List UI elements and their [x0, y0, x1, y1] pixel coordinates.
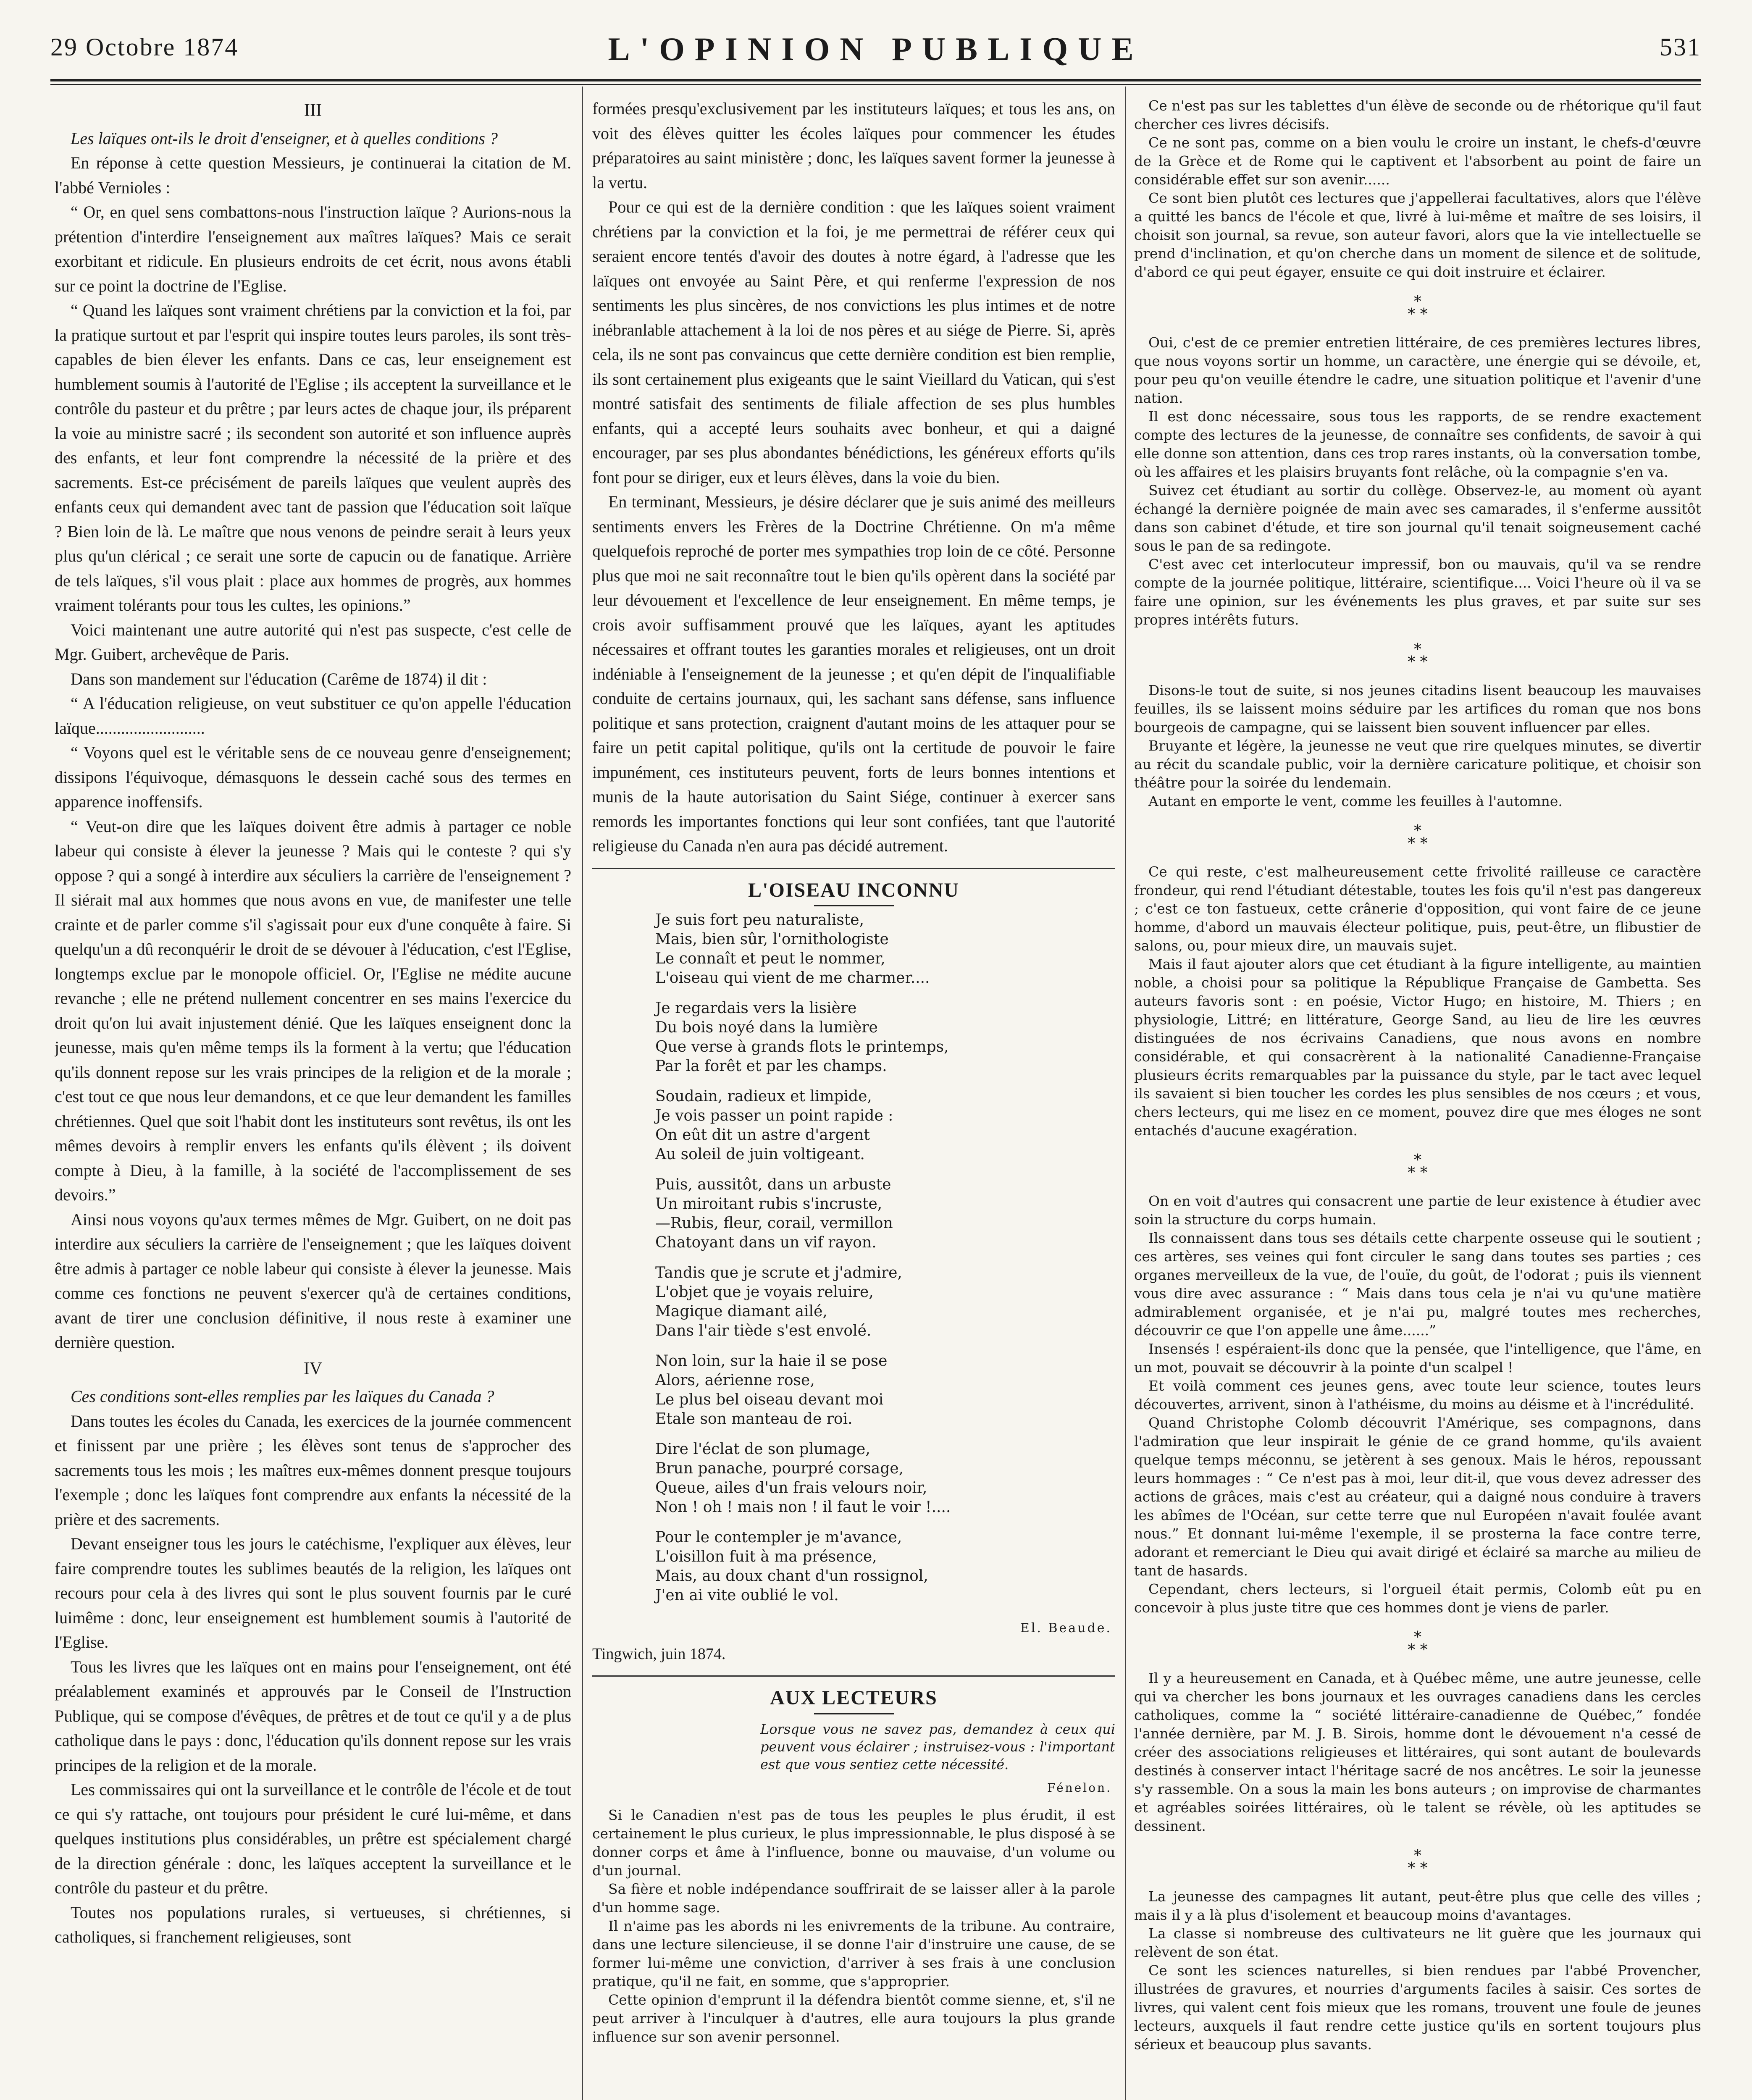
poem-line: Queue, ailes d'un frais velours noir,: [655, 1479, 927, 1496]
asterism-separator: * * *: [1408, 641, 1428, 671]
paragraph: Pour ce qui est de la dernière condition : que les laïques soient vraiment chrétiens par la conviction et la foi, je me permettrai de référer ceux qui seraient encore tentés d'avoir des doutes à notre égard, à l'adresse que les laïques ont envoyée au Saint Père, et qui renferme l'expression de nos sentiments les plus sincères, de nos convictions les plus intimes et de notre inébranlable attachement à la loi de nos pères et au siége de Pierre. Si, après cela, ils ne sont pas convaincus que cette dernière condition est bien remplie, ils sont certainement plus exigeants que le saint Vieillard du Vatican, qui s'est montré satisfait des sentiments de filiale affection de ses plus humbles enfants, qui a accepté leurs souhaits avec bonheur, et qui a daigné encourager, par ses plus abondantes bénédictions, les généreux efforts qu'ils font pour se diriger, eux et leurs élèves, dans la voie du bien.: [592, 197, 1115, 487]
poem-line: Par la forêt et par les champs.: [655, 1058, 887, 1075]
poem-line: Pour le contempler je m'avance,: [655, 1529, 902, 1546]
poem-line: Je vois passer un point rapide :: [655, 1107, 893, 1124]
paragraph: Ils connaissent dans tous ses détails cette charpente osseuse qui le soutient ; ces artères, ses veines qui font circuler le sang dans toutes ses parties ; ces organes merveilleux de la vue, de l'ouïe, du goût, de l'odorat ; puis ils viennent vous dire avec assurance : “ Mais dans tous cela je n'ai vu qu'une matière admirablement organisée, et je n'ai pu, malgré toutes mes recherches, découvrir ce que l'on appelle une âme......”: [1134, 1230, 1701, 1339]
poem-line: L'oisillon fuit à ma présence,: [655, 1548, 877, 1565]
poem-stanza: [655, 911, 1115, 988]
poem-line: Le connaît et peut le nommer,: [655, 950, 885, 967]
paragraph: Si le Canadien n'est pas de tous les peuples le plus érudit, il est certainement le plus curieux, le plus impressionnable, le plus disposé à se donner corps et âme à l'influence, bonne ou mauvaise, d'un volume ou d'un journal.: [592, 1807, 1115, 1879]
poem-line: Mais, au doux chant d'un rossignol,: [655, 1567, 928, 1585]
poem-line: Mais, bien sûr, l'ornithologiste: [655, 931, 889, 948]
article-body: [592, 1806, 1115, 2046]
poem-line: Etale son manteau de roi.: [655, 1410, 853, 1428]
paragraph: C'est avec cet interlocuteur impressif, bon ou mauvais, qu'il va se rendre compte de la journée politique, littéraire, scientifique.... Voici l'heure où il va se faire une opinion, sur les événements les plus graves, et par suite sur ses propres intérêts futurs.: [1134, 556, 1701, 628]
poem-author: El. Beaude.: [1020, 1621, 1112, 1635]
paragraph: “ A l'éducation religieuse, on veut substituer ce qu'on appelle l'éducation laïque..........................: [55, 694, 571, 738]
section-heading: IV: [303, 1359, 323, 1378]
poem-line: Alors, aérienne rose,: [655, 1372, 815, 1389]
poem-line: Tandis que je scrute et j'admire,: [655, 1264, 902, 1281]
epigraph-author: Fénelon.: [1047, 1780, 1112, 1795]
paragraph: Cette opinion d'emprunt il la défendra bientôt comme sienne, et, s'il ne peut arriver à l'inculquer à d'autres, elle aura toujours la plus grande influence sur son avenir personnel.: [592, 1992, 1115, 2045]
column-2: [592, 97, 1115, 2100]
poem-stanza: [655, 1440, 1115, 1517]
paragraph: “ Or, en quel sens combattons-nous l'instruction laïque ? Aurions-nous la prétention d'interdire l'enseignement aux maîtres laïques? Mais ce serait exorbitant et ridicule. En plusieurs endroits de cet écrit, nous avons établi sur ce point la doctrine de l'Eglise.: [55, 202, 571, 295]
poem-line: L'oiseau qui vient de me charmer....: [655, 969, 930, 987]
paragraph: Suivez cet étudiant au sortir du collège. Observez-le, au moment où ayant échangé la dernière poignée de main avec ses camarades, il s'enferme aussitôt dans son cabinet d'étude, et tire son journal qu'il tenait soigneusement caché sous le pan de sa redingote.: [1134, 482, 1701, 554]
section-question: Les laïques ont-ils le droit d'enseigner, et à quelles conditions ?: [71, 129, 498, 148]
section-rule: [592, 868, 1115, 869]
poem-line: Magique diamant ailé,: [655, 1303, 827, 1320]
poem-line: Je suis fort peu naturaliste,: [655, 911, 864, 929]
issue-date: 29 Octobre 1874: [50, 33, 239, 61]
poem-line: Non loin, sur la haie il se pose: [655, 1352, 888, 1370]
poem-line: —Rubis, fleur, corail, vermillon: [655, 1215, 893, 1232]
paragraph: Autant en emporte le vent, comme les feuilles à l'automne.: [1148, 793, 1563, 809]
poem-line: Chatoyant dans un vif rayon.: [655, 1234, 877, 1251]
poem-line: Puis, aussitôt, dans un arbuste: [655, 1176, 891, 1193]
poem-line: J'en ai vite oublié le vol.: [655, 1587, 839, 1604]
paragraph: Bruyante et légère, la jeunesse ne veut que rire quelques minutes, se divertir au récit du scandale public, voir la dernière caricature politique, et choisir son théâtre pour la soirée du lendemain.: [1134, 738, 1701, 791]
paragraph: Quand Christophe Colomb découvrit l'Amérique, ses compagnons, dans l'admiration que leur inspirait le génie de ce grand homme, qu'ils avaient quelque temps méconnu, se jetèrent à ses genoux. Mais le héros, repoussant leurs hommages : “ Ce n'est pas à moi, leur dit-il, que vous devez adresser des actions de grâces, mais c'est au créateur, qui a daigné nous conduire à travers les abîmes de l'Océan, sur cette terre que nul Européen n'avait foulée avant nous.” Et donnant lui-même l'exemple, il se prosterna la face contre terre, adorant et remerciant le Dieu qui avait dirigé et éclairé sa marche au milieu de tant de hasards.: [1134, 1415, 1701, 1579]
paragraph: “ Veut-on dire que les laïques doivent être admis à partager ce noble labeur qui consiste à élever la jeunesse ? Mais qui le conteste ? qui s'y oppose ? qui a songé à interdire aux séculiers la carrière de l'enseignement ? Il siérait mal aux hommes que nous avons en vue, de manifester une telle crainte et de parler comme s'il s'agissait pour eux d'une conquête à faire. Si quelqu'un a dû reconquérir le droit de se dévouer à l'éducation, c'est l'Eglise, longtemps exclue par le monopole officiel. Or, l'Eglise ne médite aucune revanche ; elle ne prétend nullement concentrer en ses mains l'exercice du droit qu'on lui avait injustement dénié. Que les laïques enseignent donc la jeunesse, mais qu'en même temps ils la forment à la vertu; que l'éducation qu'ils donnent repose sur les vrais principes de la religion et de la morale ; c'est tout ce que nous leur demandons, et ce que leur demandent les familles chrétiennes. Quel que soit l'habit dont les instituteurs sont revêtus, ils ont les mêmes devoirs à remplir envers les enfants qu'ils élèvent ; ils doivent compte à Dieu, à la famille, à la société de l'accomplissement de ses devoirs.”: [55, 816, 571, 1204]
article-title: AUX LECTEURS: [770, 1687, 938, 1709]
paragraph: Mais il faut ajouter alors que cet étudiant à la figure intelligente, au maintien noble, a choisi pour sa politique la République Française de Gambetta. Ses auteurs favoris sont : en poésie, Victor Hugo; en histoire, M. Thiers ; en physiologie, Littré; en littérature, George Sand, au lieu de lire les œuvres distinguées de nos écrivains Canadiens, que nous avons en nombre considérable, et qui consacrèrent à la nationalité Canadienne-Française plusieurs écrits remarquables par la puissance du style, par le tact avec lequel ils savaient si bien toucher les cordes les plus sensibles de nos cœurs ; et vous, chers lecteurs, qui me lisez en ce moment, pouvez dire que mes éloges ne sont entachés d'aucune exagération.: [1134, 956, 1701, 1139]
epigraph: Lorsque vous ne savez pas, demandez à ceux qui peuvent vous éclairer ; instruisez-vous : l'important est que vous sentiez cette nécessité.: [760, 1721, 1115, 1772]
paragraph: “ Voyons quel est le véritable sens de ce nouveau genre d'enseignement; dissipons l'équivoque, démasquons le dessein caché sous des termes en apparence inoffensifs.: [55, 743, 571, 811]
paragraph: Ainsi nous voyons qu'aux termes mêmes de Mgr. Guibert, on ne doit pas interdire aux séculiers la carrière de l'enseignement ; que les laïques doivent être admis à partager ce noble labeur qui consiste à élever la jeunesse. Mais comme ces fonctions ne peuvent s'exercer qu'à de certaines conditions, avant de tirer une conclusion définitive, il nous reste à examiner une dernière question.: [55, 1210, 571, 1352]
paragraph: Ce sont bien plutôt ces lectures que j'appellerai facultatives, alors que l'élève a quitté les bancs de l'école et que, livré à lui-même et maître de ses loisirs, il choisit son journal, sa revue, son auteur favori, alors que la vie intellectuelle se prend d'inclination, et qu'on cherche dans un moment de silence et de solitude, d'abord ce qui peut égayer, ensuite ce qui doit instruire et éclairer.: [1134, 190, 1701, 280]
paragraph: Il n'aime pas les abords ni les enivrements de la tribune. Au contraire, dans une lecture silencieuse, il se donne l'air d'instruire une cause, de se former lui-même une conviction, d'arriver à ses frais à une conclusion pratique, qu'il ne fait, en somme, que s'approprier.: [592, 1918, 1115, 1990]
paragraph: Ce qui reste, c'est malheureusement cette frivolité railleuse ce caractère frondeur, qui rend l'étudiant détestable, toutes les fois qu'il n'est pas dangereux ; c'est ce ton fastueux, cette crânerie d'opposition, qui vont faire de ce jeune homme, d'abord un mauvais électeur politique, puis, peut-être, un flibustier de salons, ou, pour mieux dire, un mauvais sujet.: [1134, 864, 1701, 954]
paragraph: Les commissaires qui ont la surveillance et le contrôle de l'école et de tout ce qui s'y rattache, ont toujours pour président le curé lui-même, et dans quelques institutions plus considérables, un prêtre est spécialement chargé de la direction générale : donc, les laïques acceptent la surveillance et le contrôle du pasteur et du prêtre.: [55, 1780, 571, 1897]
poem-stanza: [655, 1175, 1115, 1252]
page-number: 531: [1660, 33, 1701, 61]
column-1: [55, 97, 571, 2100]
paragraph: Ce ne sont pas, comme on a bien voulu le croire un instant, le chefs-d'œuvre de la Grèce et de Rome qui le captivent et l'absorbent au point de faire un considérable effet sur son avenir......: [1134, 134, 1701, 188]
paragraph: Cependant, chers lecteurs, si l'orgueil était permis, Colomb eût pu en concevoir à plus juste titre que ces hommes dont je viens de parler.: [1134, 1581, 1701, 1616]
paragraph: Toutes nos populations rurales, si vertueuses, si chrétiennes, si catholiques, si franchement religieuses, sont: [55, 1903, 571, 1946]
poem-line: Du bois noyé dans la lumière: [655, 1019, 878, 1036]
paragraph: Tous les livres que les laïques ont en mains pour l'enseignement, ont été préalablement examinés et approuvés par le Conseil de l'Instruction Publique, qui se compose d'évêques, de prêtres et de tout ce qu'il y a de plus catholique dans le pays : donc, l'éducation qu'ils donnent repose sur les vrais principes de la religion et de la morale.: [55, 1657, 571, 1774]
paragraph: Et voilà comment ces jeunes gens, avec toute leur science, toutes leurs découvertes, arrivent, sinon à l'athéisme, du moins au déisme et à l'incrédulité.: [1134, 1378, 1701, 1412]
paragraph: Insensés ! espéraient-ils donc que la pensée, que l'intelligence, que l'âme, en un mot, pouvait se découvrir à la pointe d'un scalpel !: [1134, 1341, 1701, 1376]
poem-place-date: Tingwich, juin 1874.: [592, 1645, 726, 1663]
paragraph: En terminant, Messieurs, je désire déclarer que je suis animé des meilleurs sentiments envers les Frères de la Doctrine Chrétienne. On m'a même quelquefois reproché de porter mes sympathies trop loin de ce côté. Personne plus que moi ne sait reconnaître tout le bien qu'ils opèrent dans la société par leur dévouement et l'excellence de leur enseignement. En même temps, je crois avoir suffisamment prouvé que les laïques, ayant les aptitudes nécessaires et offrant toutes les garanties morales et religieuses, ont un droit indéniable à l'enseignement de la jeunesse ; et qu'en dépit de l'inqualifiable conduite de certains journaux, qui, les sachant sans défense, sans influence politique et sans protection, craignent d'autant moins de les attaquer pour se faire un petit capital politique, qu'ils ont la certitude de pouvoir le faire impunément, ces instituteurs peuvent, forts de leurs bonnes intentions et munis de la haute autorisation du Saint Siége, continuer à exercer sans remords les importantes fonctions qui leur sont confiées, tant que l'autorité religieuse du Canada n'en aura pas décidé autrement.: [592, 492, 1115, 855]
poem-stanza: [655, 1263, 1115, 1341]
paragraph: formées presqu'exclusivement par les instituteurs laïques; et tous les ans, on voit des élèves quitter les écoles laïques pour commencer les études préparatoires au saint ministère ; donc, les laïques savent former la jeunesse à la vertu.: [592, 99, 1115, 192]
poem-line: Dans l'air tiède s'est envolé.: [655, 1322, 872, 1339]
paragraph: En réponse à cette question Messieurs, je continuerai la citation de M. l'abbé Vernioles :: [55, 153, 571, 197]
section-question: Ces conditions sont-elles remplies par les laïques du Canada ?: [71, 1387, 494, 1406]
section-rule: [592, 1675, 1115, 1677]
poem-line: Soudain, radieux et limpide,: [655, 1088, 872, 1105]
poem-stanza: [655, 1087, 1115, 1164]
column-divider: [582, 87, 583, 2100]
poem-line: Un miroitant rubis s'incruste,: [655, 1195, 883, 1213]
poem-stanza: [655, 1352, 1115, 1429]
paragraph: Il y a heureusement en Canada, et à Québec même, une autre jeunesse, celle qui va chercher les bons journaux et les ouvrages canadiens dans les cercles catholiques, comme la “ société littéraire-canadienne de Québec,” fondée l'année dernière, par M. J. B. Sirois, homme dont le dévouement n'a cessé de créer des associations religieuses et littéraires, qui sont autant de boulevards destinés à conserver intact l'héritage sacré de nos ancêtres. Le soir la jeunesse s'y rassemble. On a sous la main les bons auteurs ; on improvise de charmantes et agréables soirées littéraires, où le talent se révèle, où les aptitudes se dessinent.: [1134, 1670, 1701, 1834]
poem-line: Je regardais vers la lisière: [655, 1000, 857, 1017]
paragraph: La classe si nombreuse des cultivateurs ne lit guère que les journaux qui relèvent de son état.: [1134, 1925, 1701, 1960]
poem-line: Que verse à grands flots le printemps,: [655, 1038, 949, 1055]
asterism-separator: * * *: [1408, 1152, 1428, 1181]
poem: [655, 911, 1115, 1605]
paragraph: Ce sont les sciences naturelles, si bien rendues par l'abbé Provencher, illustrées de gravures, et nourries d'arguments faciles à saisir. Ces sortes de livres, qui valent cent fois mieux que les romans, trouvent une foule de jeunes lecteurs, auxquels il faut rendre cette justice qu'ils en sortent toujours plus sérieux et beaucoup plus savants.: [1134, 1962, 1701, 2053]
paragraph: Devant enseigner tous les jours le catéchisme, l'expliquer aux élèves, leur faire comprendre toutes les sublimes beautés de la religion, les laïques ont recours pour cela à des livres qui sont le plus souvent fournis par le curé luimême : donc, leur enseignement est humblement soumis à l'autorité de l'Eglise.: [55, 1534, 571, 1651]
asterism-separator: * * *: [1408, 293, 1428, 323]
column-divider: [1125, 87, 1126, 2100]
poem-stanza: [655, 999, 1115, 1076]
paragraph: Il est donc nécessaire, sous tous les rapports, de se rendre exactement compte des lectures de la jeunesse, de connaître ses confidents, de savoir à qui elle donne son attention, dans ces trop rares instants, où la conversation tombe, où les affaires et les plaisirs bruyants font relâche, où la compagnie s'en va.: [1134, 408, 1701, 480]
paragraph: Dans toutes les écoles du Canada, les exercices de la journée commencent et finissent par une prière ; les élèves sont tenus de s'approcher des sacrements tous les mois ; les maîtres eux-mêmes donnent presque toujours l'exemple ; donc les laïques font comprendre aux enfants la nécessité de la prière et des sacrements.: [55, 1411, 571, 1529]
column-3: [1134, 97, 1701, 2100]
asterism-separator: * * *: [1408, 1629, 1428, 1659]
poem-title: L'OISEAU INCONNU: [748, 879, 959, 901]
title-underline: [814, 905, 894, 906]
paragraph: La jeunesse des campagnes lit autant, peut-être plus que celle des villes ; mais il y a là plus d'isolement et beaucoup moins d'avantages.: [1134, 1888, 1701, 1923]
poem-line: L'objet que je voyais reluire,: [655, 1284, 874, 1301]
newspaper-title: L'OPINION PUBLIQUE: [608, 31, 1144, 67]
paragraph: Disons-le tout de suite, si nos jeunes citadins lisent beaucoup les mauvaises feuilles, ils se laissent moins séduire par les artifices du roman que nos bons bourgeois de campagne, qui se laissent bien souvent influencer par elles.: [1134, 682, 1701, 735]
paragraph: Voici maintenant une autre autorité qui n'est pas suspecte, c'est celle de Mgr. Guibert, archevêque de Paris.: [55, 620, 571, 664]
page-header: [50, 24, 1701, 75]
title-underline: [814, 1713, 894, 1714]
poem-line: Le plus bel oiseau devant moi: [655, 1391, 884, 1408]
poem-line: Non ! oh ! mais non ! il faut le voir !....: [655, 1499, 951, 1516]
poem-line: Brun panache, pourpré corsage,: [655, 1460, 904, 1477]
poem-line: On eût dit un astre d'argent: [655, 1126, 870, 1144]
paragraph: Oui, c'est de ce premier entretien littéraire, de ces premières lectures libres, que nous voyons sortir un homme, un caractère, une énergie qui se dévoile, et, pour peu qu'on veuille étendre le cadre, une situation politique et l'avenir d'une nation.: [1134, 334, 1701, 406]
paragraph: Dans son mandement sur l'éducation (Carême de 1874) il dit :: [71, 669, 487, 688]
paragraph: Sa fière et noble indépendance souffrirait de se laisser aller à la parole d'un homme sage.: [592, 1881, 1115, 1916]
header-rule: [50, 79, 1701, 81]
paragraph: On en voit d'autres qui consacrent une partie de leur existence à étudier avec soin la structure du corps humain.: [1134, 1193, 1701, 1228]
paragraph: “ Quand les laïques sont vraiment chrétiens par la conviction et la foi, par la pratique surtout et par l'esprit qui inspire toutes leurs paroles, ils sont très-capables de bien élever les enfants. Dans ce cas, leur enseignement est humblement soumis à l'autorité de l'Eglise ; ils acceptent la surveillance et le contrôle du pasteur et du prêtre ; par leurs actes de chaque jour, ils préparent la voie au ministre sacré ; ils secondent son autorité et son influence auprès des enfants, et leur font comprendre la nécessité de la prière et des sacrements. Est-ce précisément de pareils laïques que veulent auprès des enfants ceux qui demandent avec tant de passion que l'éducation soit laïque ? Bien loin de là. Le maître que nous venons de peindre serait à leurs yeux plus qu'un clérical ; ce serait une sorte de capucin ou de fanatique. Arrière de tels laïques, s'il vous plait : place aux hommes de progrès, aux hommes vraiment tolérants pour tous les cultes, les opinions.”: [55, 301, 571, 614]
asterism-separator: * * *: [1408, 822, 1428, 852]
poem-stanza: [655, 1528, 1115, 1605]
poem-line: Au soleil de juin voltigeant.: [655, 1146, 865, 1163]
asterism-separator: * * *: [1408, 1847, 1428, 1877]
header-rule-thin: [50, 84, 1701, 85]
section-heading: III: [304, 101, 322, 120]
poem-line: Dire l'éclat de son plumage,: [655, 1441, 870, 1458]
paragraph: Ce n'est pas sur les tablettes d'un élève de seconde ou de rhétorique qu'il faut chercher ces livres décisifs.: [1134, 97, 1701, 132]
